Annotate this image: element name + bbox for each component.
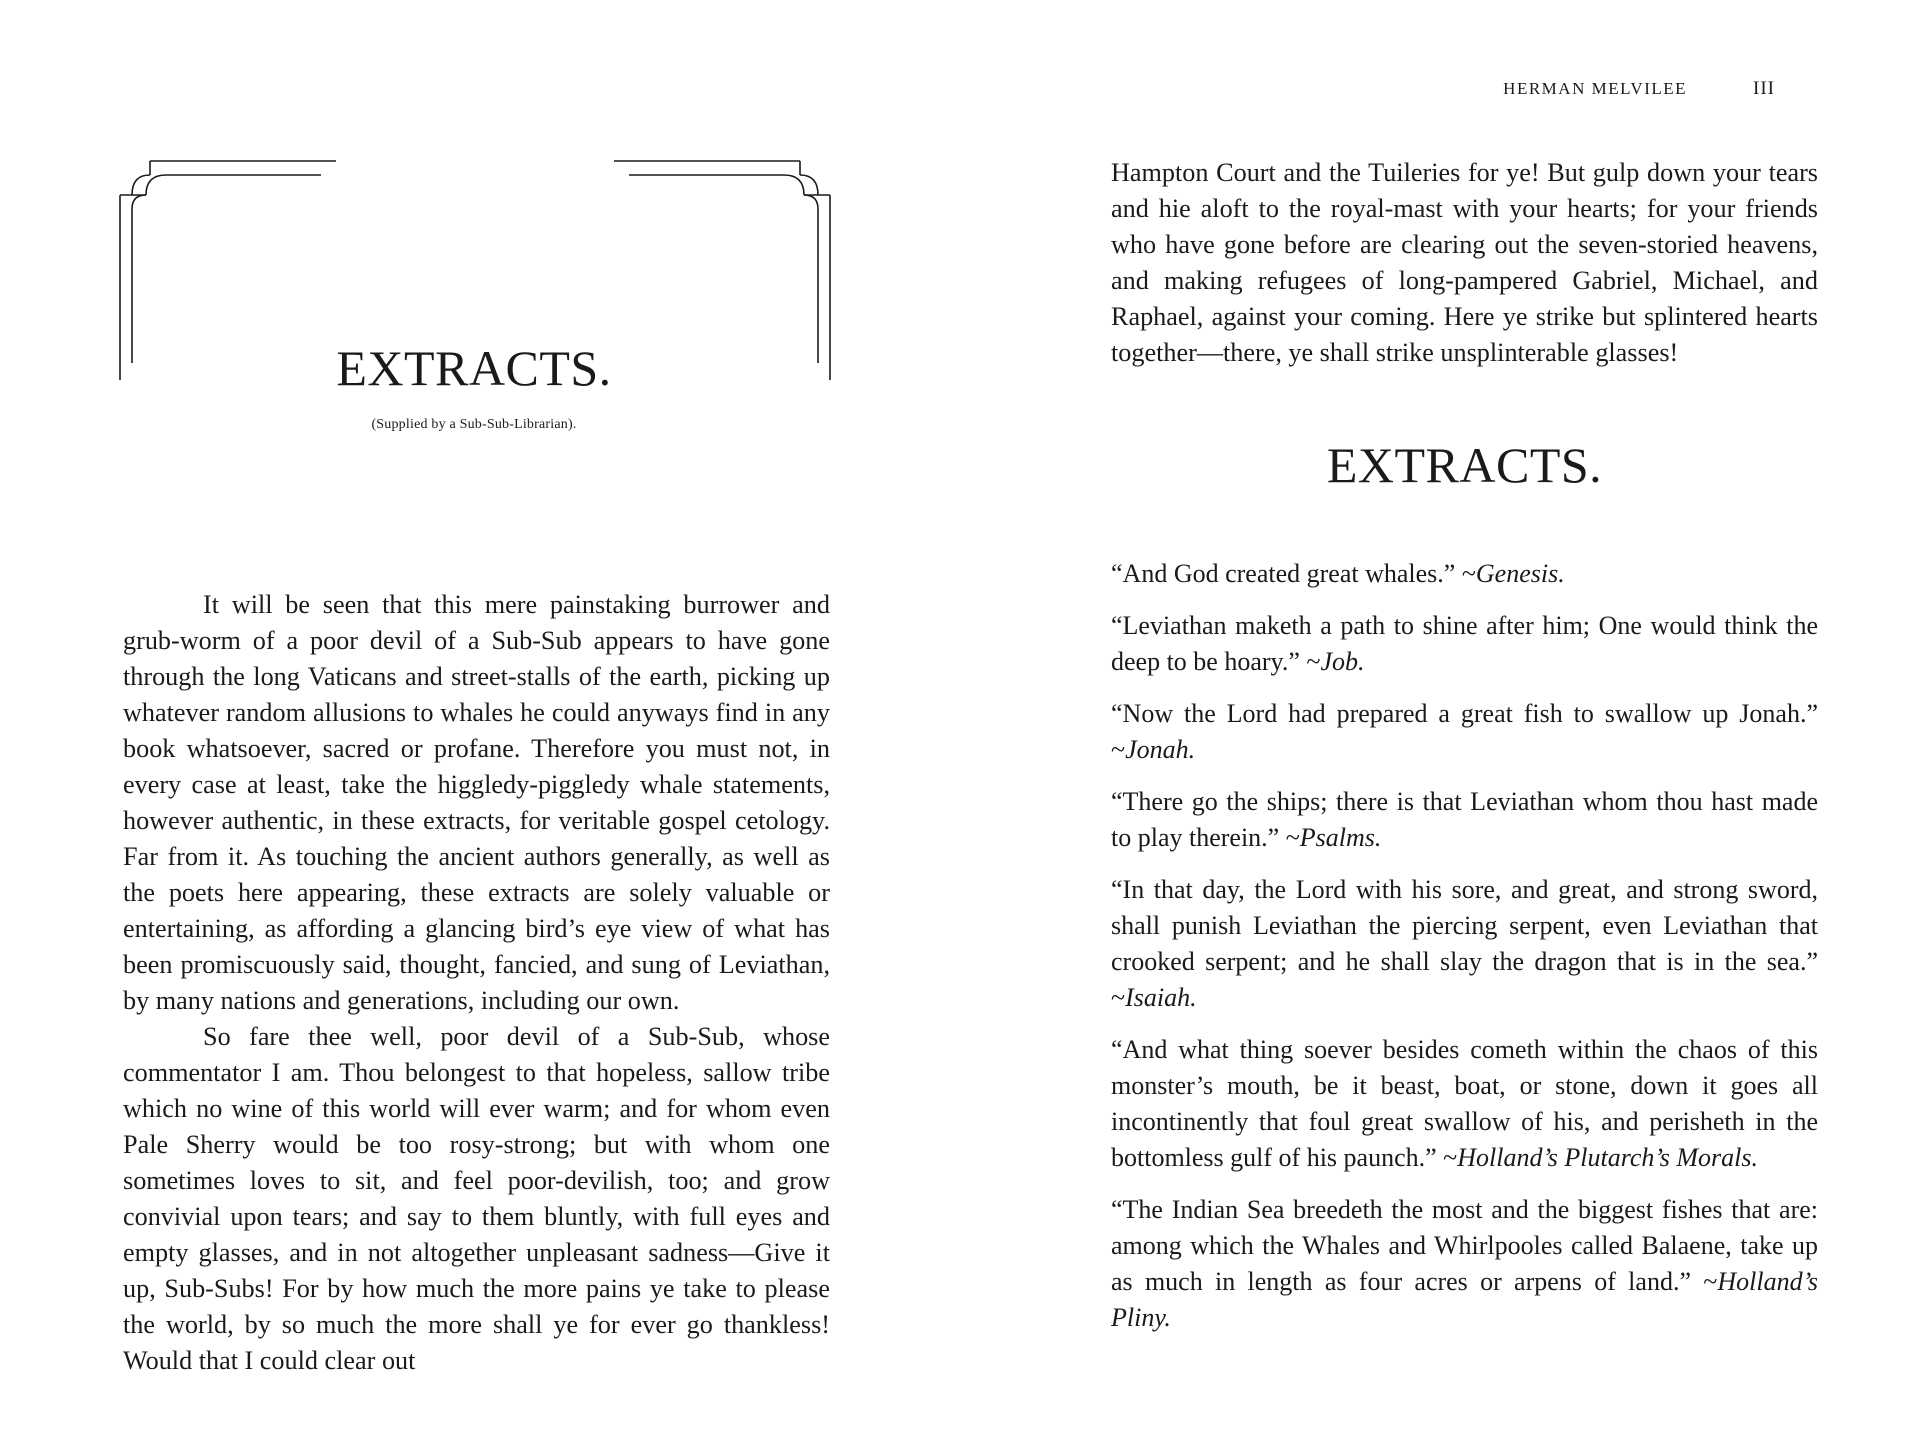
extract-quote: “There go the ships; there is that Leviathan whom thou hast made to play therein.” ~ bbox=[1111, 787, 1818, 852]
extract-quote: “And God created great whales.” ~ bbox=[1111, 559, 1476, 588]
extract-item bbox=[1111, 556, 1818, 592]
extract-quote: “Now the Lord had prepared a great fish to swallow up Jonah.” ~ bbox=[1111, 699, 1818, 764]
section-title: EXTRACTS. bbox=[1326, 437, 1603, 493]
extract-quote: “In that day, the Lord with his sore, and great, and strong sword, shall punish Leviathan the piercing serpent, even Leviathan that crooked serpent; and he shall slay the dragon that is in the sea.” ~ bbox=[1111, 875, 1818, 1012]
extract-quote: “The Indian Sea breedeth the most and the biggest fishes that are: among which the Whales and Whirlpooles called Balaene, take up as much in length as four acres or arpens of land.” ~ bbox=[1111, 1195, 1818, 1296]
extract-source: Job. bbox=[1320, 647, 1365, 676]
extract-item bbox=[1111, 1032, 1818, 1176]
extract-source: Holland’s Plutarch’s Morals. bbox=[1457, 1143, 1758, 1172]
extract-quote: “Leviathan maketh a path to shine after him; One would think the deep to be hoary.” ~ bbox=[1111, 611, 1818, 676]
extract-source: Psalms. bbox=[1299, 823, 1382, 852]
chapter-subtitle: (Supplied by a Sub-Sub-Librarian). bbox=[371, 417, 577, 432]
extract-item bbox=[1111, 872, 1818, 1016]
extract-source: Isaiah. bbox=[1125, 983, 1197, 1012]
body-text-continuation bbox=[1111, 155, 1818, 371]
paragraph: It will be seen that this mere painstaking burrower and grub-worm of a poor devil of a Sub-Sub appears to have gone through the long Vaticans and street-stalls of the earth, picking up whatever random allusions to whales he could anyways find in any book whatsoever, sacred or profane. Therefore you must not, in every case at least, take the higgledy-piggledy whale statements, however authentic, in these extracts, for veritable gospel cetology. Far from it. As touching the ancient authors generally, as well as the poets here appearing, these extracts are solely valuable or entertaining, as affording a glancing bird’s eye view of what has been promiscuously said, thought, fancied, and sung of Leviathan, by many nations and generations, including our own. bbox=[123, 590, 830, 1015]
extract-item bbox=[1111, 608, 1818, 680]
paragraph: Hampton Court and the Tuileries for ye! But gulp down your tears and hie aloft to the royal-mast with your hearts; for your friends who have gone before are clearing out the seven-storied heavens, and making refugees of long-pampered Gabriel, Michael, and Raphael, against your coming. Here ye strike but splintered hearts together—there, ye shall strike unsplinterable glasses! bbox=[1111, 158, 1818, 367]
running-header-author: HERMAN MELVILEE bbox=[1503, 79, 1688, 98]
extract-source: Genesis. bbox=[1475, 559, 1565, 588]
extract-item bbox=[1111, 784, 1818, 856]
running-header bbox=[1503, 78, 1775, 100]
chapter-title: EXTRACTS. bbox=[336, 340, 612, 396]
extract-source: Jonah. bbox=[1125, 735, 1196, 764]
extract-item bbox=[1111, 1192, 1818, 1336]
extracts-list bbox=[1111, 556, 1818, 1352]
body-text-left bbox=[123, 587, 830, 1379]
paragraph: So fare thee well, poor devil of a Sub-Sub, whose commentator I am. Thou belongest to that hopeless, sallow tribe which no wine of this world will ever warm; and for whom even Pale Sherry would be too rosy-strong; but with whom one sometimes loves to sit, and feel poor-devilish, too; and grow convivial upon tears; and say to them bluntly, with full eyes and empty glasses, and in not altogether unpleasant sadness—Give it up, Sub-Subs! For by how much the more pains ye take to please the world, by so much the more shall ye for ever go thankless! Would that I could clear out bbox=[123, 1022, 830, 1375]
extract-source: Holland’s Pliny. bbox=[1111, 1267, 1818, 1332]
page-number: III bbox=[1753, 78, 1775, 99]
extract-item bbox=[1111, 696, 1818, 768]
extract-quote: “And what thing soever besides cometh within the chaos of this monster’s mouth, be it beast, boat, or stone, down it goes all incontinently that foul great swallow of his, and perisheth in the bottomless gulf of his paunch.” ~ bbox=[1111, 1035, 1818, 1172]
